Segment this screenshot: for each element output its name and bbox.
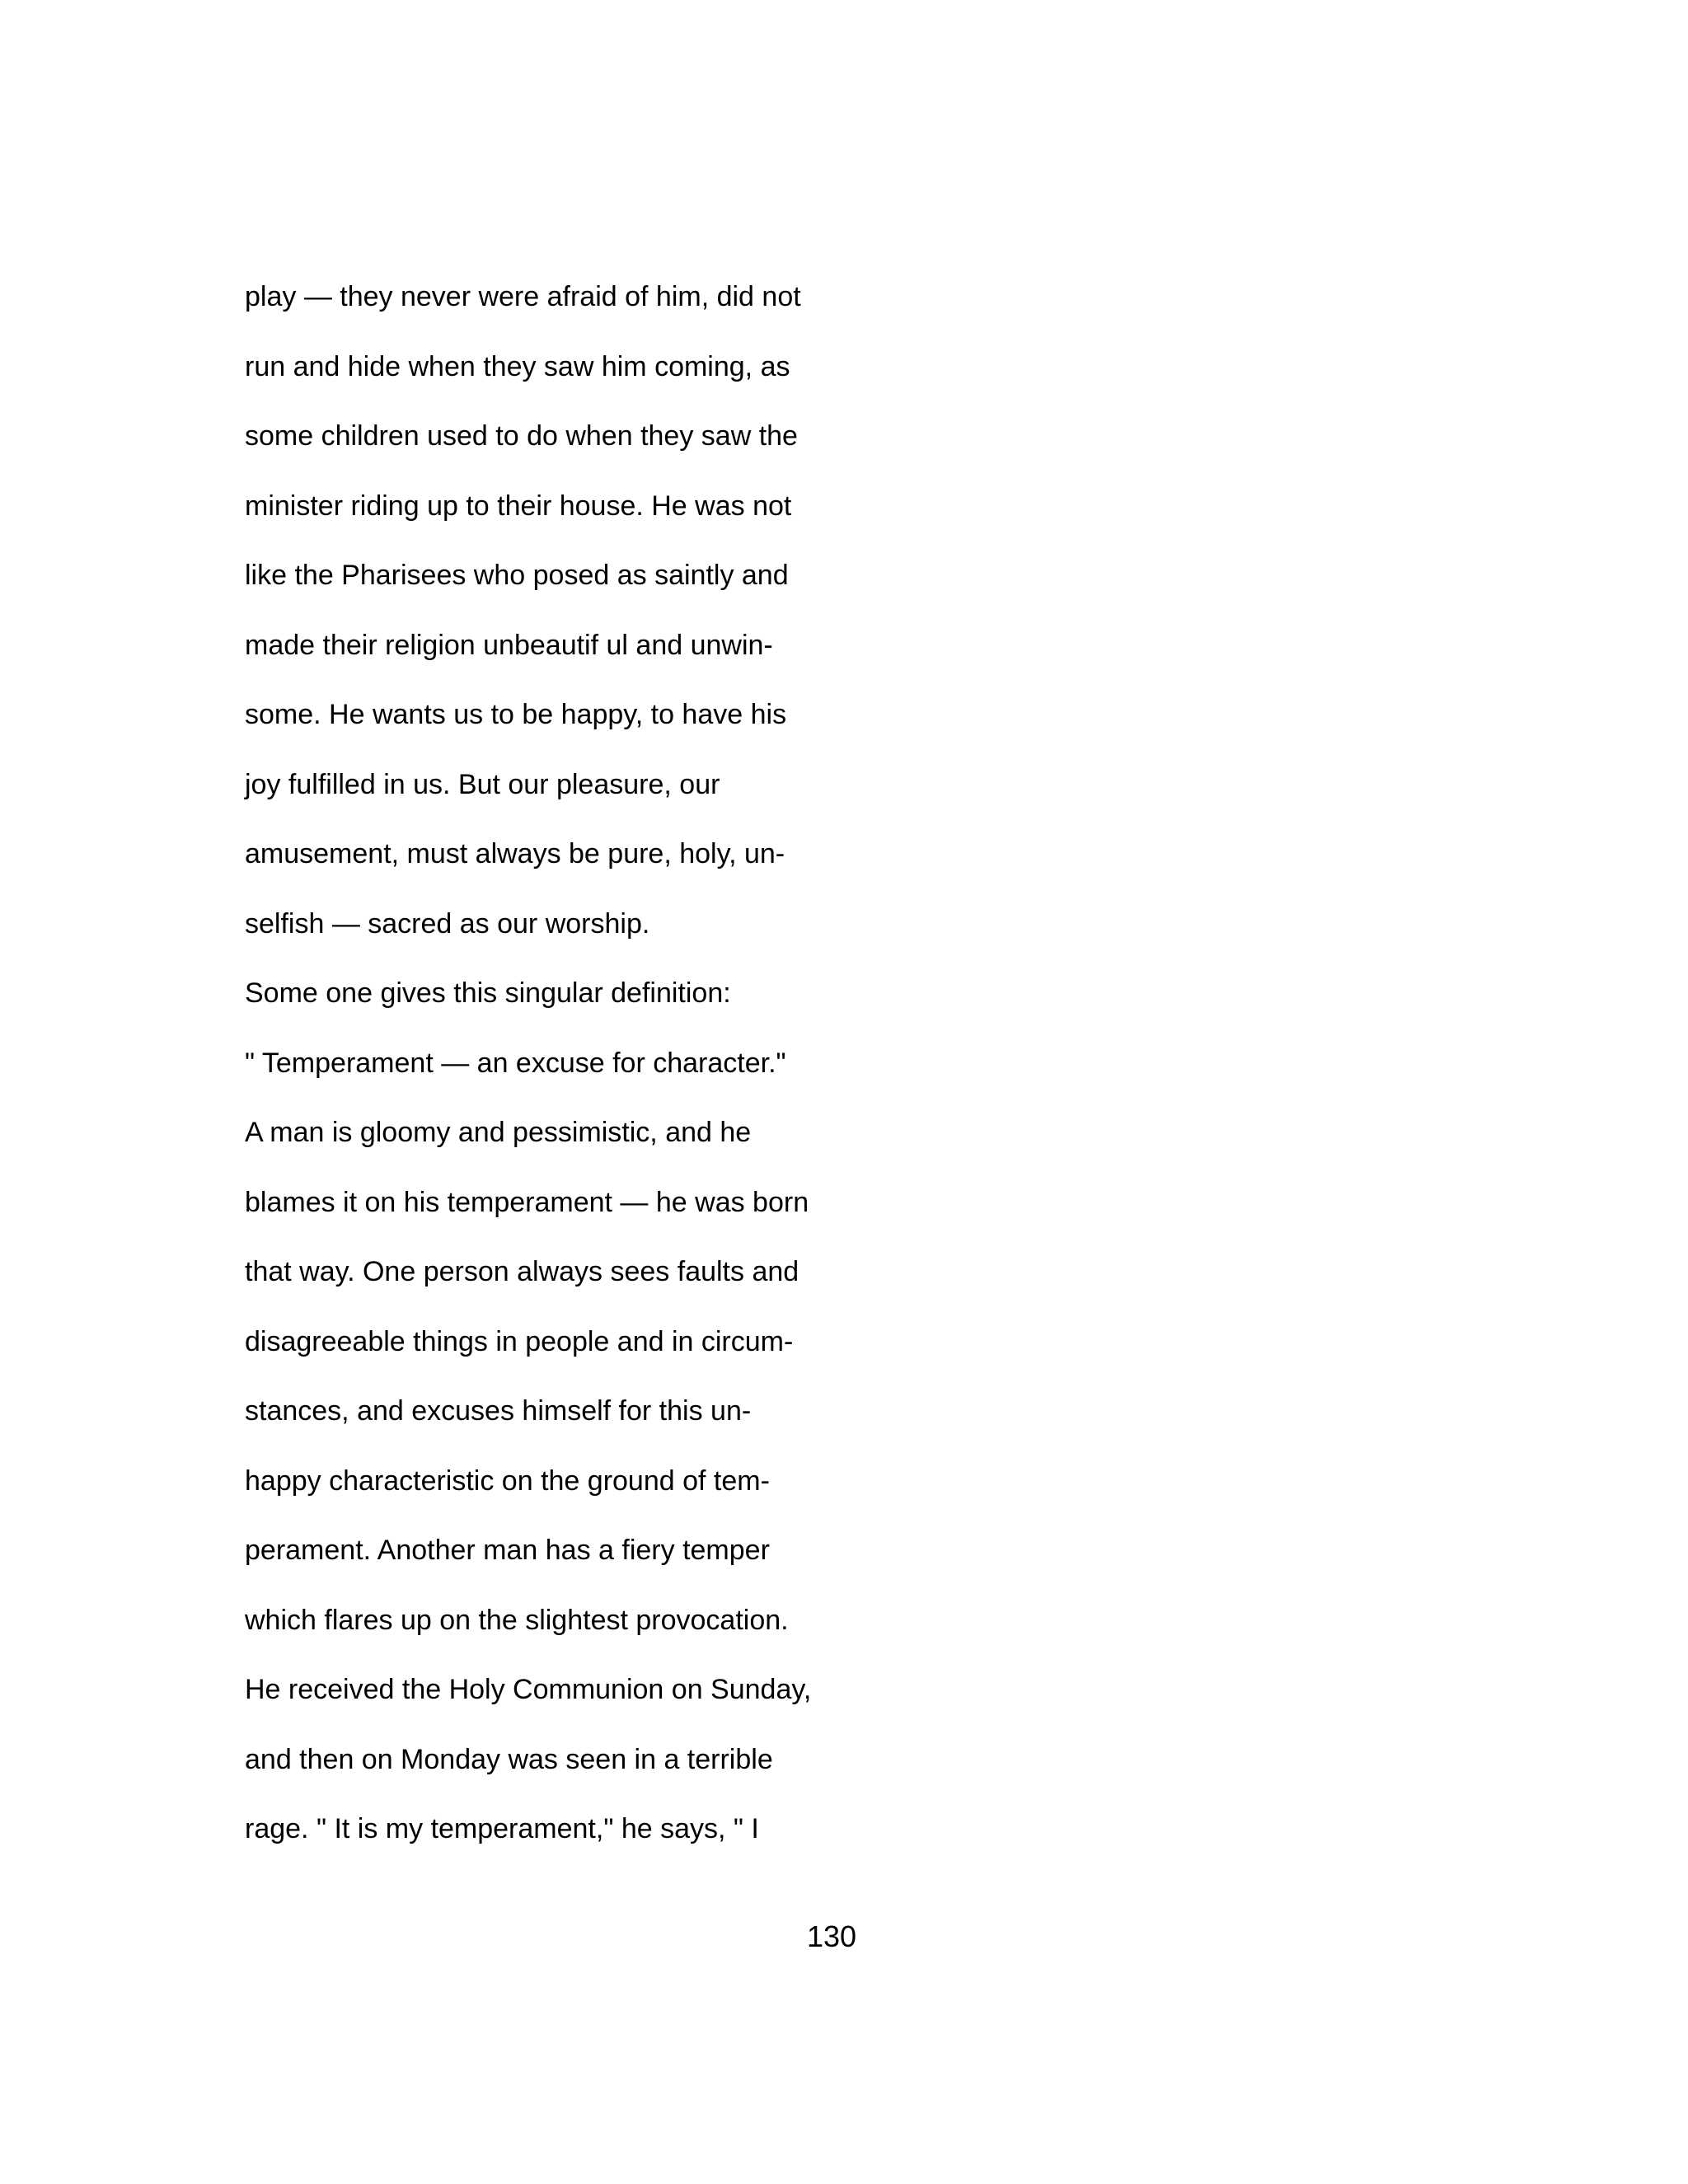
body-text [245, 262, 1234, 1864]
text-line: some. He wants us to be happy, to have his [245, 699, 787, 730]
text-line: " Temperament — an excuse for character." [245, 1047, 786, 1079]
text-line: made their religion unbeautif ul and unwin- [245, 629, 773, 661]
text-line: and then on Monday was seen in a terrible [245, 1743, 773, 1775]
text-line: play — they never were afraid of him, did not [245, 281, 801, 312]
text-line: some children used to do when they saw the [245, 420, 798, 452]
text-line: A man is gloomy and pessimistic, and he [245, 1117, 752, 1148]
text-line: minister riding up to their house. He was not [245, 490, 792, 522]
text-line: which flares up on the slightest provocation. [245, 1604, 789, 1636]
text-line: stances, and excuses himself for this un- [245, 1395, 752, 1427]
text-line: rage. " It is my temperament," he says, " I [245, 1813, 759, 1844]
text-line: disagreeable things in people and in circum- [245, 1325, 794, 1357]
text-line: joy fulfilled in us. But our pleasure, our [245, 768, 720, 800]
text-line: selfish — sacred as our worship. [245, 907, 650, 940]
text-line: perament. Another man has a fiery temper [245, 1535, 770, 1566]
text-line: run and hide when they saw him coming, as [245, 350, 790, 382]
text-line: blames it on his temperament — he was born [245, 1186, 809, 1218]
text-line: like the Pharisees who posed as saintly and [245, 560, 789, 591]
text-line: happy characteristic on the ground of tem- [245, 1465, 770, 1497]
text-line: Some one gives this singular definition: [245, 977, 731, 1009]
text-line: amusement, must always be pure, holy, un- [245, 838, 785, 869]
text-line: that way. One person always sees faults and [245, 1256, 799, 1287]
text-line: He received the Holy Communion on Sunday, [245, 1674, 812, 1705]
page-number: 130 [806, 1919, 857, 1953]
